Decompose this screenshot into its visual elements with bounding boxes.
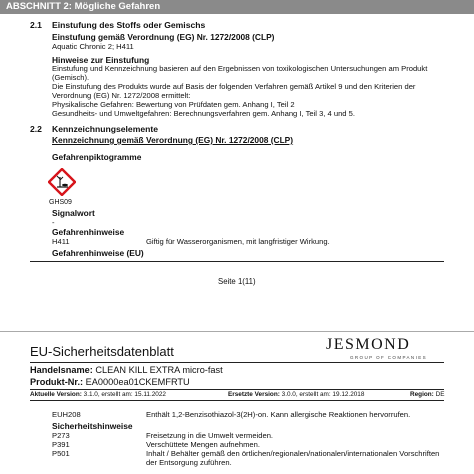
classification-text: Aquatic Chronic 2; H411	[52, 42, 134, 51]
footer-divider	[30, 261, 444, 262]
hints-line: (Gemisch).	[52, 73, 90, 82]
page-gap	[0, 296, 474, 330]
hints-line: Verordnung (EG) Nr. 1272/2008 ermittelt:	[52, 91, 191, 100]
signal-word-value: -	[52, 218, 55, 227]
signal-word-heading: Signalwort	[52, 208, 95, 218]
replaced-version-value: 3.0.0, erstellt am: 19.12.2018	[281, 391, 365, 398]
hints-line: Physikalische Gefahren: Bewertung von Prüfdaten gem. Anhang I, Teil 2	[52, 100, 295, 109]
region-row	[410, 391, 444, 398]
euh-text: Enthält 1,2-Benzisothiazol-3(2H)-on. Kann allergische Reaktionen hervorrufen.	[146, 410, 411, 419]
replaced-version-label: Ersetzte Version:	[228, 391, 280, 398]
replaced-version-row	[228, 391, 364, 398]
euh-code: EUH208	[52, 410, 81, 419]
document-title: EU-Sicherheitsdatenblatt	[30, 344, 174, 359]
logo-text: JESMOND	[326, 336, 411, 353]
trade-name-label: Handelsname:	[30, 365, 93, 375]
header-divider-mid	[30, 389, 444, 390]
product-number-value: EA0000ea01CKEMFRTU	[85, 377, 190, 387]
page-edge	[0, 331, 474, 332]
region-value: DE	[435, 391, 445, 398]
logo-subtitle: GROUP OF COMPANIES	[350, 355, 428, 360]
statement-text-continued: der Entsorgung zuführen.	[146, 458, 232, 467]
header-divider-top	[30, 362, 444, 363]
hazard-code: H411	[52, 237, 70, 246]
current-version-label: Aktuelle Version:	[30, 391, 82, 398]
hints-heading: Hinweise zur Einstufung	[52, 55, 150, 65]
section-number-2-2: 2.2	[30, 124, 42, 134]
statement-code: P501	[52, 449, 70, 458]
ghs09-environment-icon	[48, 168, 76, 196]
trade-name-row	[30, 365, 223, 375]
regulation-heading-2-2: Kennzeichnung gemäß Verordnung (EG) Nr. 1272/2008 (CLP)	[52, 135, 294, 145]
product-number-row	[30, 377, 190, 387]
statement-text: Inhalt / Behälter gemäß den örtlichen/regionalen/nationalen/internationalen Vorschriften	[146, 449, 440, 458]
statement-text: Verschüttete Mengen aufnehmen.	[146, 440, 260, 449]
hazard-statements-eu-heading: Gefahrenhinweise (EU)	[52, 248, 144, 258]
jesmond-logo	[318, 336, 458, 364]
header-divider-bottom	[30, 400, 444, 401]
statement-text: Freisetzung in die Umwelt vermeiden.	[146, 431, 274, 440]
pictograms-heading: Gefahrenpiktogramme	[52, 152, 142, 162]
hazard-text: Giftig für Wasserorganismen, mit langfristiger Wirkung.	[146, 237, 330, 246]
hints-line: Einstufung und Kennzeichnung basieren auf den Ergebnissen von toxikologischen Untersuchungen am Produkt	[52, 64, 428, 73]
section-number-2-1: 2.1	[30, 20, 42, 30]
pictogram-code: GHS09	[49, 199, 72, 206]
safety-statements-heading: Sicherheitshinweise	[52, 421, 133, 431]
current-version-value: 3.1.0, erstellt am: 15.11.2022	[83, 391, 166, 398]
hints-line: Die Einstufung des Produkts wurde auf Basis der folgenden Verfahren gemäß Artikel 9 und den Kriterien der	[52, 82, 416, 91]
statement-code: P391	[52, 440, 70, 449]
section-title-2-1: Einstufung des Stoffs oder Gemischs	[52, 20, 206, 30]
page-number: Seite 1(11)	[218, 277, 256, 286]
product-number-label: Produkt-Nr.:	[30, 377, 84, 387]
regulation-heading-2-1: Einstufung gemäß Verordnung (EG) Nr. 1272/2008 (CLP)	[52, 32, 275, 42]
current-version-row	[30, 391, 166, 398]
trade-name-value: CLEAN KILL EXTRA micro-fast	[95, 365, 223, 375]
statement-code: P273	[52, 431, 70, 440]
section-header: ABSCHNITT 2: Mögliche Gefahren	[0, 0, 474, 14]
section-title-2-2: Kennzeichnungselemente	[52, 124, 159, 134]
hints-line: Gesundheits- und Umweltgefahren: Berechnungsverfahren gem. Anhang I, Teil 3, 4 und 5.	[52, 109, 355, 118]
hazard-statements-heading: Gefahrenhinweise	[52, 227, 125, 237]
region-label: Region:	[410, 391, 434, 398]
